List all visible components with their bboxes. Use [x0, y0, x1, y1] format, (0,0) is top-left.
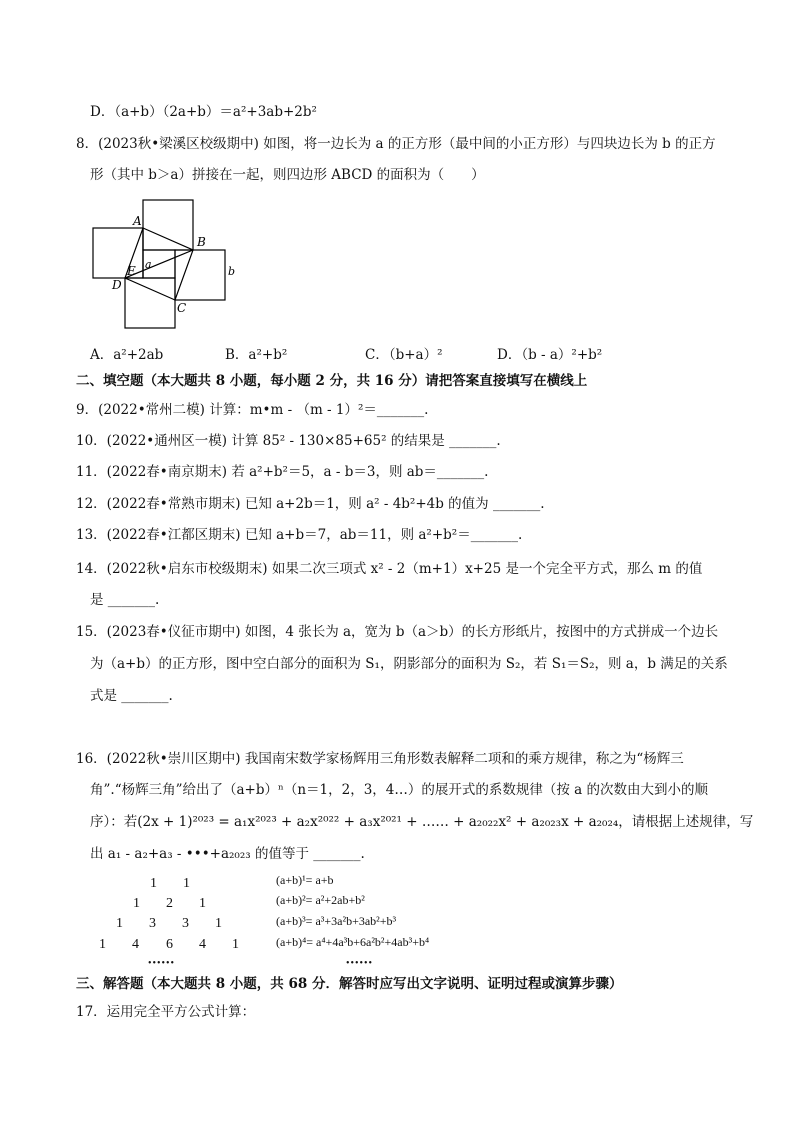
- q14-line2: 是 _______.: [90, 592, 160, 608]
- q8-option-a: A．a²+2ab: [90, 347, 164, 363]
- label-E: E: [127, 264, 136, 278]
- expansion-3: (a+b)³= a³+3a²b+3ab²+b³: [276, 914, 397, 928]
- q12: 12．(2022春•常熟市期末) 已知 a+2b＝1，则 a² - 4b²+4b 的值为 _______.: [76, 496, 545, 512]
- q7-option-d: D．（a+b）（2a+b）＝a²+3ab+2b²: [90, 104, 317, 120]
- q11: 11．(2022春•南京期末) 若 a²+b²＝5，a - b＝3，则 ab＝_______.: [76, 464, 489, 480]
- tri-r1-c2: 1: [183, 876, 190, 891]
- tri-r4-c5: 1: [232, 937, 239, 952]
- tri-dots: ••••••: [148, 958, 176, 969]
- tri-r4-c2: 4: [132, 937, 139, 952]
- q16-line2: 角”.“杨辉三角”给出了（a+b）ⁿ（n＝1，2，3，4…）的展开式的系数规律（按 a 的次数由大到小的顺: [90, 782, 709, 798]
- q15-line3: 式是 _______.: [90, 688, 173, 704]
- q8-figure: [85, 195, 245, 335]
- q8-option-b: B．a²+b²: [225, 347, 288, 363]
- label-b: b: [228, 265, 236, 278]
- tri-r1-c1: 1: [150, 876, 157, 891]
- q17: 17．运用完全平方公式计算：: [76, 1004, 256, 1020]
- q9: 9．(2022•常州二模) 计算：m•m - （m - 1）²＝_______.: [76, 402, 429, 418]
- expansion-1: (a+b)¹= a+b: [276, 873, 334, 887]
- tri-r3-c1: 1: [116, 916, 123, 931]
- expansion-4: (a+b)⁴= a⁴+4a³b+6a²b²+4ab³+b⁴: [276, 935, 430, 949]
- tri-r4-c3: 6: [166, 937, 173, 952]
- label-C: C: [177, 301, 187, 315]
- q14-line1: 14．(2022秋•启东市校级期末) 如果二次三项式 x² - 2（m+1）x+25 是一个完全平方式，那么 m 的值: [76, 561, 703, 577]
- q8-option-c: C．（b+a）²: [365, 347, 443, 363]
- q15-line1: 15．(2023春•仪征市期中) 如图，4 张长为 a，宽为 b（a＞b）的长方形纸片，按图中的方式拼成一个边长: [76, 624, 719, 640]
- q13: 13．(2022春•江都区期末) 已知 a+b＝7，ab＝11，则 a²+b²＝_______.: [76, 527, 523, 543]
- q8-stem-line2: 形（其中 b＞a）拼接在一起，则四边形 ABCD 的面积为（ ）: [90, 167, 485, 183]
- tri-r4-c4: 4: [199, 937, 206, 952]
- label-D: D: [112, 278, 122, 292]
- section2-title: 二、填空题（本大题共 8 小题，每小题 2 分，共 16 分）请把答案直接填写在横线上: [76, 373, 588, 389]
- q8-option-d: D．（b - a）²+b²: [497, 347, 603, 363]
- label-a: a: [145, 258, 152, 271]
- tri-r2-c3: 1: [199, 896, 206, 911]
- expansion-dots: ••••••: [346, 958, 374, 969]
- q15-line2: 为（a+b）的正方形，图中空白部分的面积为 S₁，阴影部分的面积为 S₂，若 S₁＝S₂，则 a，b 满足的关系: [90, 656, 728, 672]
- label-A: A: [133, 214, 142, 228]
- tri-r3-c2: 3: [149, 916, 156, 931]
- tri-r3-c4: 1: [215, 916, 222, 931]
- tri-r4-c1: 1: [99, 937, 106, 952]
- q16-line4: 出 a₁ - a₂+a₃ - •••+a₂₀₂₃ 的值等于 _______.: [90, 846, 365, 862]
- q10: 10．(2022•通州区一模) 计算 85² - 130×85+65² 的结果是 _______.: [76, 433, 501, 449]
- tri-r2-c1: 1: [133, 896, 140, 911]
- expansion-2: (a+b)²= a²+2ab+b²: [276, 893, 365, 907]
- q8-stem-line1: 8．(2023秋•梁溪区校级期中) 如图，将一边长为 a 的正方形（最中间的小正方形）与四块边长为 b 的正方: [76, 136, 716, 152]
- q16-line3: 序）：若(2x + 1)²⁰²³ = a₁x²⁰²³ + a₂x²⁰²² + a₃x²⁰²¹ + …… + a₂₀₂₂x² + a₂₀₂₃x + a₂₀₂₄，请根据上述规律，写: [90, 814, 754, 830]
- section3-title: 三、解答题（本大题共 8 小题，共 68 分．解答时应写出文字说明、证明过程或演算步骤）: [76, 976, 623, 992]
- label-B: B: [197, 235, 206, 249]
- q16-line1: 16．(2022秋•崇川区期中) 我国南宋数学家杨辉用三角形数表解释二项和的乘方规律，称之为“杨辉三: [76, 751, 684, 767]
- tri-r2-c2: 2: [166, 896, 173, 911]
- tri-r3-c3: 3: [182, 916, 189, 931]
